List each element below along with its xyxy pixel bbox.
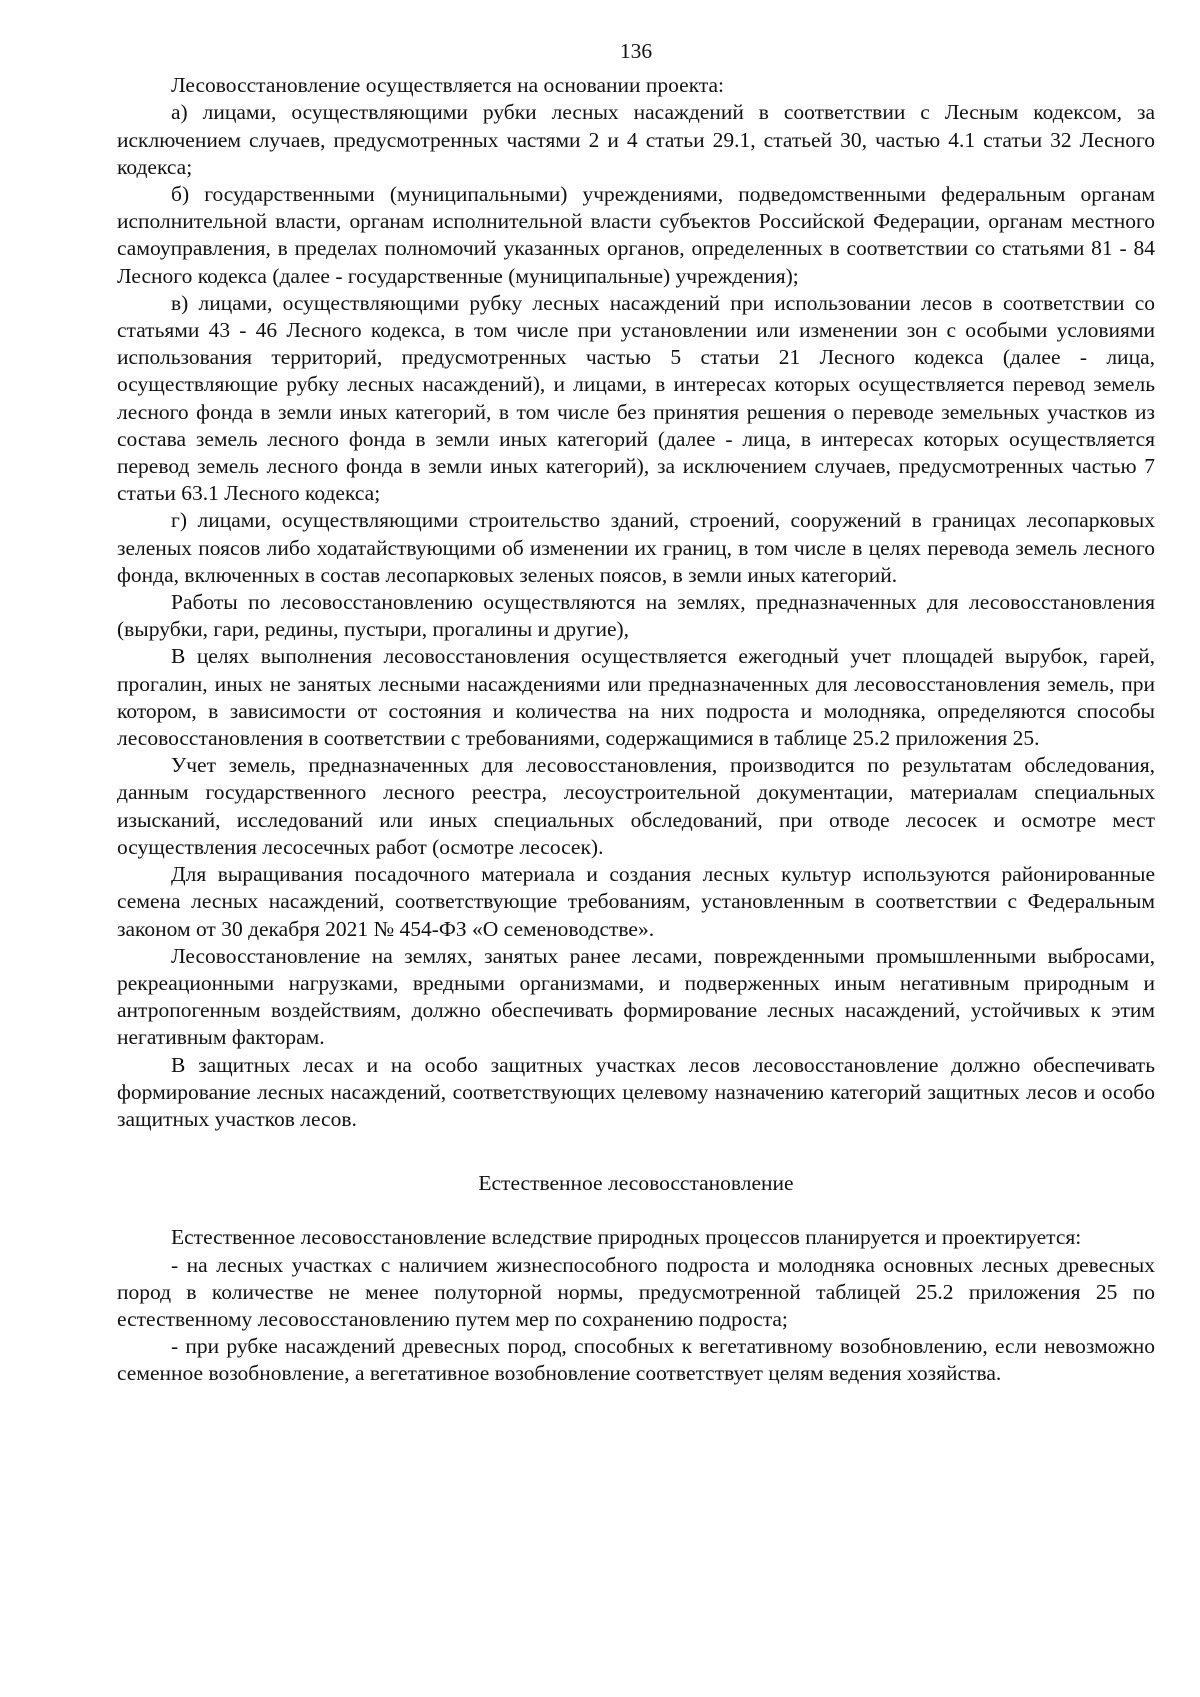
paragraph-works: Работы по лесовосстановлению осуществляются на землях, предназначенных для лесовосстановления (вырубки, гари, редины, пустыри, прогалины и другие),: [117, 590, 1155, 642]
paragraph-damaged-lands: Лесовосстановление на землях, занятых ранее лесами, поврежденными промышленными выбросами, рекреационными нагрузками, вредными организмами, и подверженных иным негативным природным и антропогенным воздействиям, должно обеспечивать формирование лесных насаждений, устойчивых к этим негативным факторам.: [117, 943, 1155, 1050]
paragraph-annual-accounting: В целях выполнения лесовосстановления осуществляется ежегодный учет площадей вырубок, гарей, прогалин, иных не занятых лесными насаждениями или предназначенных для лесовосстановления земель, при котором, в зависимости от состояния и количества на них подроста и молодняка, определяются способы лесовосстановления в соответствии с требованиями, содержащимися в таблице 25.2 приложения 25.: [117, 644, 1155, 751]
paragraph-natural-intro: Естественное лесовосстановление вследствие природных процессов планируется и проектируется:: [171, 1225, 1082, 1250]
paragraph-seeds: Для выращивания посадочного материала и создания лесных культур используются районированные семена лесных насаждений, соответствующие требованиям, установленным в соответствии с Федеральным законом от 30 декабря 2021 № 454-ФЗ «О семеноводстве».: [117, 862, 1155, 941]
paragraph-item-a: а) лицами, осуществляющими рубки лесных насаждений в соответствии с Лесным кодексом, за исключением случаев, предусмотренных частями 2 и 4 статьи 29.1, статьей 30, частью 4.1 статьи 32 Лесного кодекса;: [117, 100, 1155, 179]
paragraph-natural-item-1: - на лесных участках с наличием жизнеспособного подроста и молодняка основных лесных древесных пород в количестве не менее полуторной нормы, предусмотренной таблицей 25.2 приложения 25 по естественному лесовосстановлению путем мер по сохранению подроста;: [117, 1252, 1155, 1331]
paragraph-item-b: б) государственными (муниципальными) учреждениями, подведомственными федеральным органам исполнительной власти, органам исполнительной власти субъектов Российской Федерации, органам местного самоуправления, в пределах полномочий указанных органов, определенных в соответствии со статьями 81 - 84 Лесного кодекса (далее - государственные (муниципальные) учреждения);: [117, 182, 1155, 288]
paragraph-intro: Лесовосстановление осуществляется на основании проекта:: [171, 73, 725, 98]
document-page: [117, 38, 1155, 1388]
paragraph-protective-forests: В защитных лесах и на особо защитных участках лесов лесовосстановление должно обеспечивать формирование лесных насаждений, соответствующих целевому назначению категорий защитных лесов и особо защитных участков лесов.: [117, 1052, 1155, 1131]
paragraph-item-v: в) лицами, осуществляющими рубку лесных насаждений при использовании лесов в соответствии со статьями 43 - 46 Лесного кодекса, в том числе при установлении или изменении зон с особыми условиями использования территорий, предусмотренных частью 5 статьи 21 Лесного кодекса (далее - лица, осуществляющие рубку лесных насаждений), и лицами, в интересах которых осуществляется перевод земель лесного фонда в земли иных категорий, в том числе без принятия решения о переводе земельных участков из состава земель лесного фонда в земли иных категорий (далее - лица, в интересах которых осуществляется перевод земель лесного фонда в земли иных категорий), за исключением случаев, предусмотренных частью 7 статьи 63.1 Лесного кодекса;: [117, 290, 1155, 506]
paragraph-natural-item-2: - при рубке насаждений древесных пород, способных к вегетативному возобновлению, если невозможно семенное возобновление, а вегетативное возобновление соответствует целям ведения хозяйства.: [117, 1334, 1155, 1386]
page-number: 136: [619, 39, 653, 63]
section-heading: Естественное лесовосстановление: [478, 1171, 794, 1196]
paragraph-land-accounting: Учет земель, предназначенных для лесовосстановления, производится по результатам обследования, данным государственного лесного реестра, лесоустроительной документации, материалам специальных изысканий, исследований или иных специальных обследований, при отводе лесосек и осмотре мест осуществления лесосечных работ (осмотре лесосек).: [117, 753, 1155, 859]
paragraph-item-g: г) лицами, осуществляющими строительство зданий, строений, сооружений в границах лесопарковых зеленых поясов либо ходатайствующими об изменении их границ, в том числе в целях перевода земель лесного фонда, включенных в состав лесопарковых зеленых поясов, в земли иных категорий.: [117, 508, 1155, 587]
